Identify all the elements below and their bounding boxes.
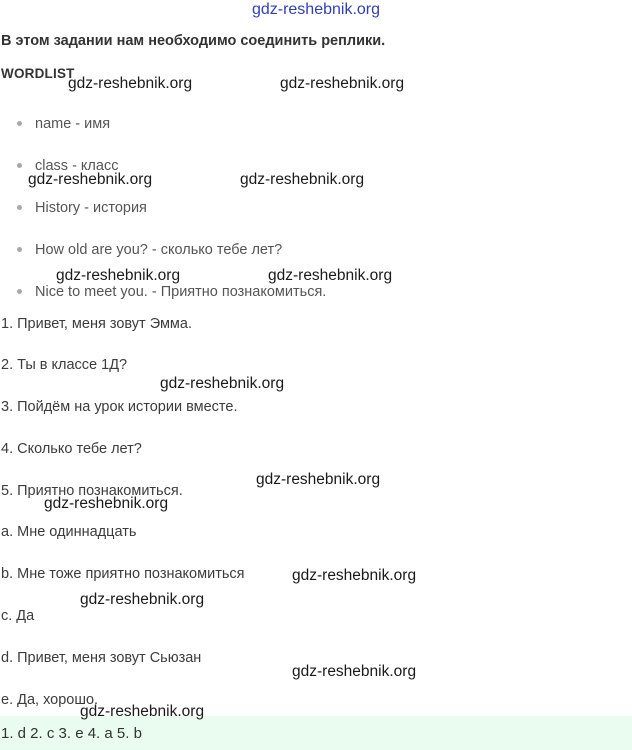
wordlist-item: class - класс bbox=[17, 158, 118, 174]
response-line: e. Да, хорошо. bbox=[1, 692, 99, 708]
answer-line: 1. d 2. c 3. e 4. a 5. b bbox=[1, 725, 142, 742]
watermark: gdz-reshebnik.org bbox=[256, 471, 381, 488]
task-intro: В этом задании нам необходимо соединить реплики. bbox=[1, 33, 386, 49]
wordlist-item: Nice to meet you. - Приятно познакомиться. bbox=[17, 284, 326, 300]
response-line: b. Мне тоже приятно познакомиться bbox=[1, 566, 245, 582]
wordlist-item: How old are you? - сколько тебе лет? bbox=[17, 242, 282, 258]
watermark: gdz-reshebnik.org bbox=[68, 75, 193, 92]
phrase-line: 4. Сколько тебе лет? bbox=[1, 441, 142, 457]
wordlist-item: History - история bbox=[17, 200, 147, 216]
watermark: gdz-reshebnik.org bbox=[292, 567, 417, 584]
watermark: gdz-reshebnik.org bbox=[80, 703, 205, 720]
wordlist-title: WORDLIST bbox=[1, 66, 75, 81]
bullet-icon bbox=[17, 121, 22, 126]
response-line: c. Да bbox=[1, 608, 35, 624]
bullet-icon bbox=[17, 289, 22, 294]
response-line: d. Привет, меня зовут Сьюзан bbox=[1, 650, 202, 666]
site-header[interactable]: gdz-reshebnik.org bbox=[251, 1, 381, 18]
watermark: gdz-reshebnik.org bbox=[280, 75, 405, 92]
wordlist-item: name - имя bbox=[17, 116, 110, 132]
bullet-icon bbox=[17, 163, 22, 168]
watermark: gdz-reshebnik.org bbox=[56, 267, 181, 284]
watermark: gdz-reshebnik.org bbox=[160, 375, 285, 392]
phrase-line: 2. Ты в классе 1Д? bbox=[1, 357, 128, 373]
watermark: gdz-reshebnik.org bbox=[292, 663, 417, 680]
bullet-icon bbox=[17, 205, 22, 210]
watermark: gdz-reshebnik.org bbox=[80, 591, 205, 608]
response-line: a. Мне одиннадцать bbox=[1, 524, 137, 540]
phrase-line: 1. Привет, меня зовут Эмма. bbox=[1, 316, 192, 332]
phrase-line: 5. Приятно познакомиться. bbox=[1, 483, 183, 499]
phrase-line: 3. Пойдём на урок истории вместе. bbox=[1, 399, 238, 415]
watermark: gdz-reshebnik.org bbox=[240, 171, 365, 188]
watermark: gdz-reshebnik.org bbox=[28, 171, 153, 188]
watermark: gdz-reshebnik.org bbox=[44, 495, 169, 512]
bullet-icon bbox=[17, 247, 22, 252]
watermark: gdz-reshebnik.org bbox=[268, 267, 393, 284]
